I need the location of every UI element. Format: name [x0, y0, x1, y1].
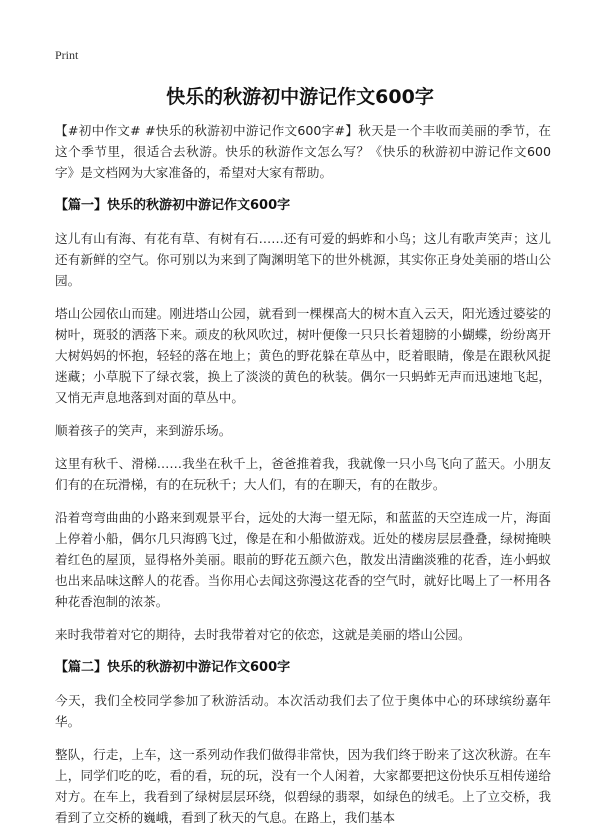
- section-1-paragraph-5: 沿着弯弯曲曲的小路来到观景平台，远处的大海一望无际，和蓝蓝的天空连成一片，海面上停着小船，偶尔几只海鸥飞过，像是在和小船做游戏。近处的楼房层层叠叠，绿树掩映着红色的屋顶，显得格外美丽。眼前的野花五颜六色，散发出清幽淡雅的花香，连小蚂蚁也出来品味这醉人的花香。当你用心去闻这弥漫这花香的空气时，就好比喝上了一杯用各种花香泡制的浓茶。: [55, 510, 551, 609]
- document-title: 快乐的秋游初中游记作文600字: [166, 86, 434, 108]
- section-1-heading: 【篇一】快乐的秋游初中游记作文600字: [55, 198, 291, 213]
- section-1-paragraph-2: 塔山公园依山而建。刚进塔山公园，就看到一棵棵高大的树木直入云天，阳光透过婆娑的树叶，斑驳的洒落下来。顽皮的秋风吹过，树叶便像一只只长着翅膀的小蝴蝶，纷纷离开大树妈妈的怀抱，轻轻的落在地上；黄色的野花躲在草丛中，眨着眼睛，像是在跟秋风捉迷藏；小草脱下了绿衣裳，换上了淡淡的黄色的秋装。偶尔一只蚂蚱无声而迅速地飞起，又悄无声息地落到对面的草丛中。: [55, 306, 551, 405]
- section-2-paragraph-2: 整队，行走，上车，这一系列动作我们做得非常快，因为我们终于盼来了这次秋游。在车上，同学们吃的吃，看的看，玩的玩，没有一个人闲着，大家都要把这份快乐互相传递给对方。在车上，我看到了绿树层层环绕，似碧绿的翡翠，如绿色的绒毛。上了立交桥，我看到了立交桥的巍峨，看到了秋天的气息。在路上，我们基本: [55, 747, 551, 825]
- article-body: [55, 120, 551, 840]
- section-2-paragraph-1: 今天，我们全校同学参加了秋游活动。本次活动我们去了位于奥体中心的环球缤纷嘉年华。: [55, 693, 551, 729]
- section-1-paragraph-4: 这里有秋千、滑梯……我坐在秋千上，爸爸推着我，我就像一只小鸟飞向了蓝天。小朋友们有的在玩滑梯，有的在玩秋千；大人们，有的在聊天，有的在散步。: [55, 456, 551, 492]
- intro-paragraph: 【#初中作文# #快乐的秋游初中游记作文600字#】秋天是一个丰收而美丽的季节，在这个季节里，很适合去秋游。快乐的秋游作文怎么写？《快乐的秋游初中游记作文600字》是文档网为大家准备的，希望对大家有帮助。: [55, 123, 551, 180]
- section-1-paragraph-1: 这儿有山有海、有花有草、有树有石……还有可爱的蚂蚱和小鸟；这儿有歌声笑声；这儿还有新鲜的空气。你可别以为来到了陶渊明笔下的世外桃源，其实你正身处美丽的塔山公园。: [55, 231, 551, 288]
- print-link[interactable]: Print: [55, 48, 79, 62]
- section-1-paragraph-3: 顺着孩子的笑声，来到游乐场。: [55, 423, 232, 438]
- section-2-heading: 【篇二】快乐的秋游初中游记作文600字: [55, 660, 291, 675]
- section-1-paragraph-6: 来时我带着对它的期待，去时我带着对它的依恋，这就是美丽的塔山公园。: [55, 627, 471, 642]
